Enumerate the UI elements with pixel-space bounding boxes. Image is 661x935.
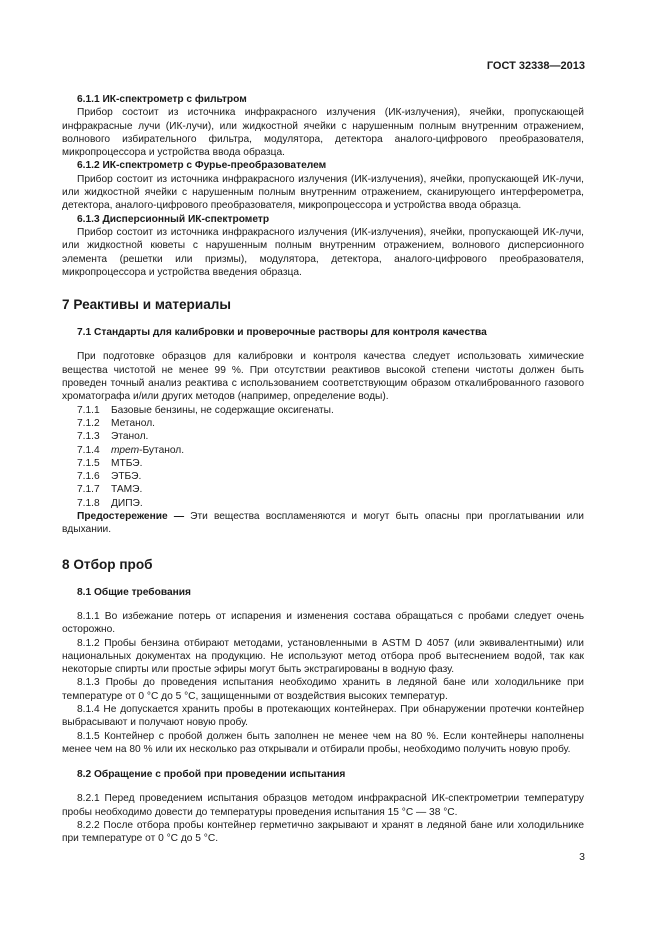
list-item: 7.1.3 Этанол. (77, 431, 149, 443)
paragraph-8-1-2: 8.1.2 Пробы бензина отбирают методами, установленными в ASTM D 4057 (или эквивалентными) или национальных документах на продукцию. Не используют метод отбора проб вытеснением водой, так как некоторые спирты или простые эфиры могут быть экстрагированы в водную фазу. (62, 637, 584, 676)
list-item: 7.1.7 ТАМЭ. (77, 484, 143, 496)
page-number: 3 (579, 851, 585, 863)
reagent-list (62, 404, 584, 510)
document-header-id: ГОСТ 32338—2013 (486, 60, 585, 72)
paragraph-8-2-1: 8.2.1 Перед проведением испытания образцов методом инфракрасной ИК-спектрометрии температуру пробы необходимо довести до температуры проведения испытания 15 °С — 38 °С. (62, 793, 584, 818)
section-6-1-1-title: 6.1.1 ИК-спектрометр с фильтром (77, 94, 247, 105)
paragraph-8-1-1: 8.1.1 Во избежание потерь от испарения и изменения состава обращаться с пробами следует очень осторожно. (62, 610, 584, 636)
list-item: 7.1.8 ДИПЭ. (77, 497, 143, 509)
page-body (62, 93, 584, 846)
section-6-1-3-title: 6.1.3 Дисперсионный ИК-спектрометр (77, 213, 270, 225)
list-item: 7.1.6 ЭТБЭ. (77, 471, 142, 483)
paragraph-8-1-4: 8.1.4 Не допускается хранить пробы в протекающих контейнерах. При обнаружении протечки контейнер выбрасывают и получают новую пробу. (62, 703, 584, 729)
section-8-2-heading: 8.2 Обращение с пробой при проведении испытания (77, 769, 346, 781)
section-6-1-3-text: Прибор состоит из источника инфракрасного излучения (ИК-излучения), ячейки, пропускающей ИК-лучи, или жидкостной кюветы с нарушенным полным внутренним отражением, волнового дисперсионного элемента (решетки или призмы), модулятора, детектора, аналого-цифрового преобразователя, микропроцессора и устройства введения образца. (62, 226, 584, 278)
warning-note (62, 510, 584, 537)
section-8-heading: 8 Отбор проб (62, 556, 153, 572)
section-7-heading: 7 Реактивы и материалы (62, 297, 231, 313)
section-6-1-2-title: 6.1.2 ИК-спектрометр с Фурье-преобразователем (77, 160, 327, 172)
warning-text: Эти вещества воспламеняются и могут быть опасны при проглатывании или вдыхании. (62, 511, 585, 536)
list-item: 7.1.1 Базовые бензины, не содержащие оксигенаты. (77, 404, 334, 416)
paragraph-8-1-5: 8.1.5 Контейнер с пробой должен быть заполнен не менее чем на 80 %. Если контейнеры наполнены менее чем на 80 % или их несколько раз открывали и отбирали пробы, необходимо получить новую пробу. (62, 730, 584, 755)
paragraph-8-2-2: 8.2.2 После отбора пробы контейнер герметично закрывают и хранят в ледяной бане или холодильнике при температуре от 0 °С до 5 °С. (62, 820, 584, 845)
section-7-1-text: При подготовке образцов для калибровки и контроля качества следует использовать химические вещества чистотой не менее 99 %. При отсутствии реактивов высокой степени чистоты должен быть проведен точный анализ реактива с использованием соответствующим образом откалиброванного газового хроматографа и/или других методов (например, определение воды). (62, 351, 584, 403)
section-6-1-2-text: Прибор состоит из источника инфракрасного излучения (ИК-излучения), ячейки, пропускающей ИК-лучи, или жидкостной ячейки с нарушенным полным внутренним отражением, сканирующего интерферометра, детектора, аналого-цифрового преобразователя, микропроцессора и устройства ввода образца. (62, 173, 584, 212)
list-item: 7.1.4 трет-Бутанол. (77, 444, 185, 456)
paragraph-8-1-3: 8.1.3 Пробы до проведения испытания необходимо хранить в ледяной бане или холодильнике при температуре от 0 °С до 5 °С, защищенными от воздействия высоких температур. (62, 677, 584, 702)
list-item: 7.1.2 Метанол. (77, 417, 155, 429)
warning-label: Предостережение — (77, 511, 185, 523)
section-6-1-1-text: Прибор состоит из источника инфракрасного излучения (ИК-излучения), ячейки, пропускающей инфракрасные лучи (ИК-лучи), или жидкостной ячейки с нарушенным полным внутренним отражением, волнового избирательного фильтра, модулятора, детектора аналого-цифрового преобразователя, микропроцессора и устройства ввода образца. (62, 107, 584, 159)
section-7-1-heading: 7.1 Стандарты для калибровки и проверочные растворы для контроля качества (77, 327, 487, 339)
section-8-1-heading: 8.1 Общие требования (77, 586, 191, 598)
list-item: 7.1.5 МТБЭ. (77, 457, 143, 469)
